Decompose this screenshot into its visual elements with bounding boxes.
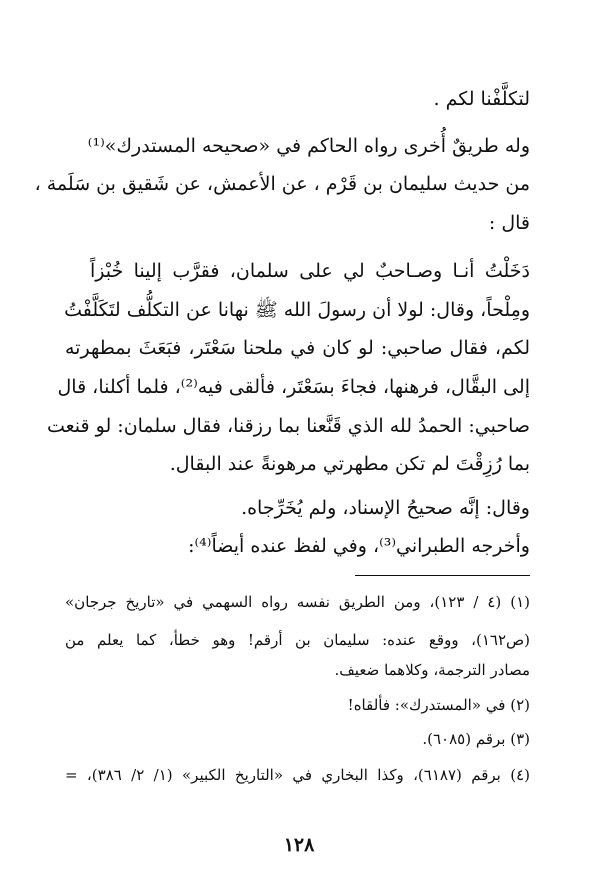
footnote-line: (ص١٦٢)، ووقع عنده: سليمان بن أرقم! وهو خطأ، كما يعلم من [65,631,530,649]
footnote-line: (٤) برقم (٦١٨٧)، وكذا البخاري في «التاريخ الكبير» (١/ ٢/ ٣٨٦)، = [65,766,530,784]
body-line: وقال: إنَّه صحيحُ الإسناد، ولم يُخَرِّجاه. [241,497,530,519]
footnote-line: مصادر الترجمة، وكلاهما ضعيف. [334,661,530,679]
quote-line: إلى البقَّال، فرهنها، فجاءَ بسَعْتَر، فألقى فيه⁽²⁾، فلما أكلنا، قال [57,376,530,398]
footnote-line: (٣) برقم (٦٠٨٥). [422,730,530,748]
body-line: من حديث سليمان بن قَرْم ، عن الأعمش، عن شَقيق بن سَلَمة ، [34,173,530,195]
quote-line: دَخَلْتُ أنـا وصـاحبٌ لي على سلمان، فقرَّب إلينا خُبْزاً [90,260,530,282]
quote-line: ومِلْحاً، وقال: لولا أن رسولَ الله ﷺ نهانا عن التكلُّف لتَكَلَّفْتُ [64,299,530,321]
body-line: قال : [488,212,530,234]
page-number: ١٢٨ [283,834,315,856]
body-line: وله طريقٌ أُخرى رواه الحاكم في «صحيحه المستدرك»⁽¹⁾ [87,135,530,157]
body-line: وأخرجه الطبراني⁽³⁾، وفي لفظ عنده أيضاً⁽⁴⁾: [188,535,530,557]
footnote-line: (١) (٤ / ١٢٣)، ومن الطريق نفسه رواه السهمي في «تاريخ جرجان» [65,593,531,611]
body-line: لتكلَّفْنا لكم . [433,88,530,110]
quote-line: لكم، فقال صاحبي: لو كان في ملحنا سَعْتَر، فبَعَثَ بمطهرته [65,337,530,359]
quote-line: بما رُزِقْتَ لم تكن مطهرتي مرهونةً عند البقال. [169,453,530,475]
footnote-line: (٢) في «المستدرك»: فألقاه! [347,696,530,714]
quote-line: صاحبي: الحمدُ لله الذي قَنَّعنا بما رزقنا، فقال سلمان: لو قنعت [46,415,530,437]
footnote-separator [355,575,530,576]
